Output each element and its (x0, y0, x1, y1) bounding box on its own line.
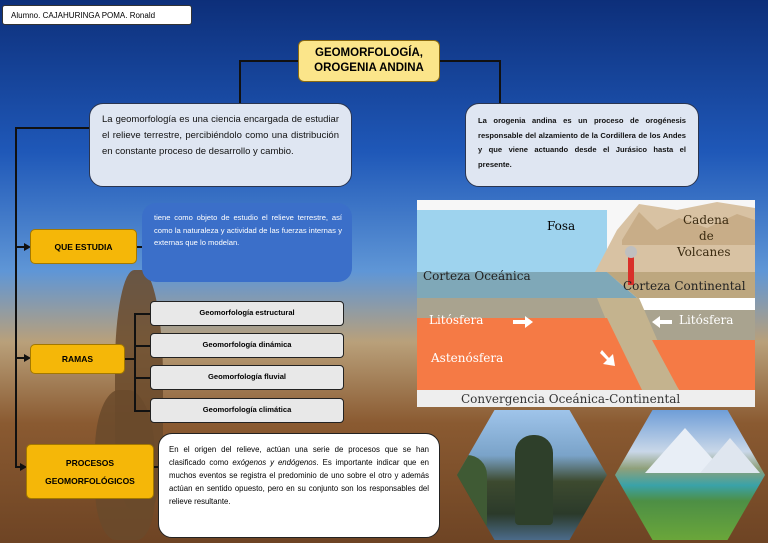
label-cadena-3: Volcanes (677, 245, 731, 259)
procesos-text (158, 433, 440, 538)
rama-fluvial: Geomorfología fluvial (150, 365, 344, 390)
connector (440, 60, 500, 62)
connector (134, 345, 150, 347)
orogenia-definition: La orogenia andina es un proceso de orogénesis responsable del alzamiento de la Cordillera de los Andes y que viene actuando desde el Jurásico hasta el presente. (465, 103, 699, 187)
title-line1: GEOMORFOLOGÍA, (315, 47, 423, 59)
label-corteza-continental: Corteza Continental (623, 279, 746, 293)
connector (134, 313, 136, 411)
ramas-label: RAMAS (30, 344, 125, 374)
procesos-text-part1: En el origen del relieve, actúan una serie de procesos que se han clasificado como (169, 445, 429, 467)
label-fosa: Fosa (547, 219, 576, 233)
connector (15, 127, 17, 467)
label-cadena-1: Cadena (683, 213, 730, 227)
procesos-label-line1: PROCESOS (65, 457, 115, 468)
connector (134, 410, 150, 412)
label-litosfera-right: Litósfera (679, 313, 734, 327)
que-estudia-text: tiene como objeto de estudio el relieve terrestre, así como la naturaleza y actividad de las fuerzas internas y externas que lo modelan. (142, 203, 352, 282)
connector (15, 127, 90, 129)
procesos-label (26, 444, 154, 499)
procesos-label-line2: GEOMORFOLÓGICOS (45, 475, 135, 486)
connector (239, 60, 241, 104)
connector (134, 313, 150, 315)
rama-climatica: Geomorfología climática (150, 398, 344, 423)
author-label: Alumno. CAJAHURINGA POMA. Ronald (2, 5, 192, 25)
connector (499, 60, 501, 104)
subduction-diagram (417, 200, 755, 407)
que-estudia-label: QUE ESTUDIA (30, 229, 137, 264)
rama-dinamica: Geomorfología dinámica (150, 333, 344, 358)
title-line2: OROGENIA ANDINA (314, 62, 424, 74)
geomorfologia-definition: La geomorfología es una ciencia encargada de estudiar el relieve terrestre, percibiéndolo como una distribución en constante proceso de desarrollo y cambio. (89, 103, 352, 187)
label-astenosfera: Astenósfera (431, 351, 504, 365)
diagram-caption: Convergencia Oceánica-Continental (461, 392, 681, 406)
rama-estructural: Geomorfología estructural (150, 301, 344, 326)
label-cadena-2: de (699, 229, 714, 243)
procesos-text-italic: exógenos y endógenos (232, 458, 317, 467)
label-corteza-oceanica: Corteza Oceánica (423, 269, 531, 283)
connector (239, 60, 299, 62)
procesos-text-part2: . Es importante indicar que en muchos eventos se registra el predominio de uno sobre el otro y además actúan en sentido opuesto, pero en su conjunto son los responsables del relieve resultante. (169, 458, 429, 506)
label-litosfera-left: Litósfera (429, 313, 484, 327)
connector (134, 377, 150, 379)
main-title (298, 40, 440, 82)
